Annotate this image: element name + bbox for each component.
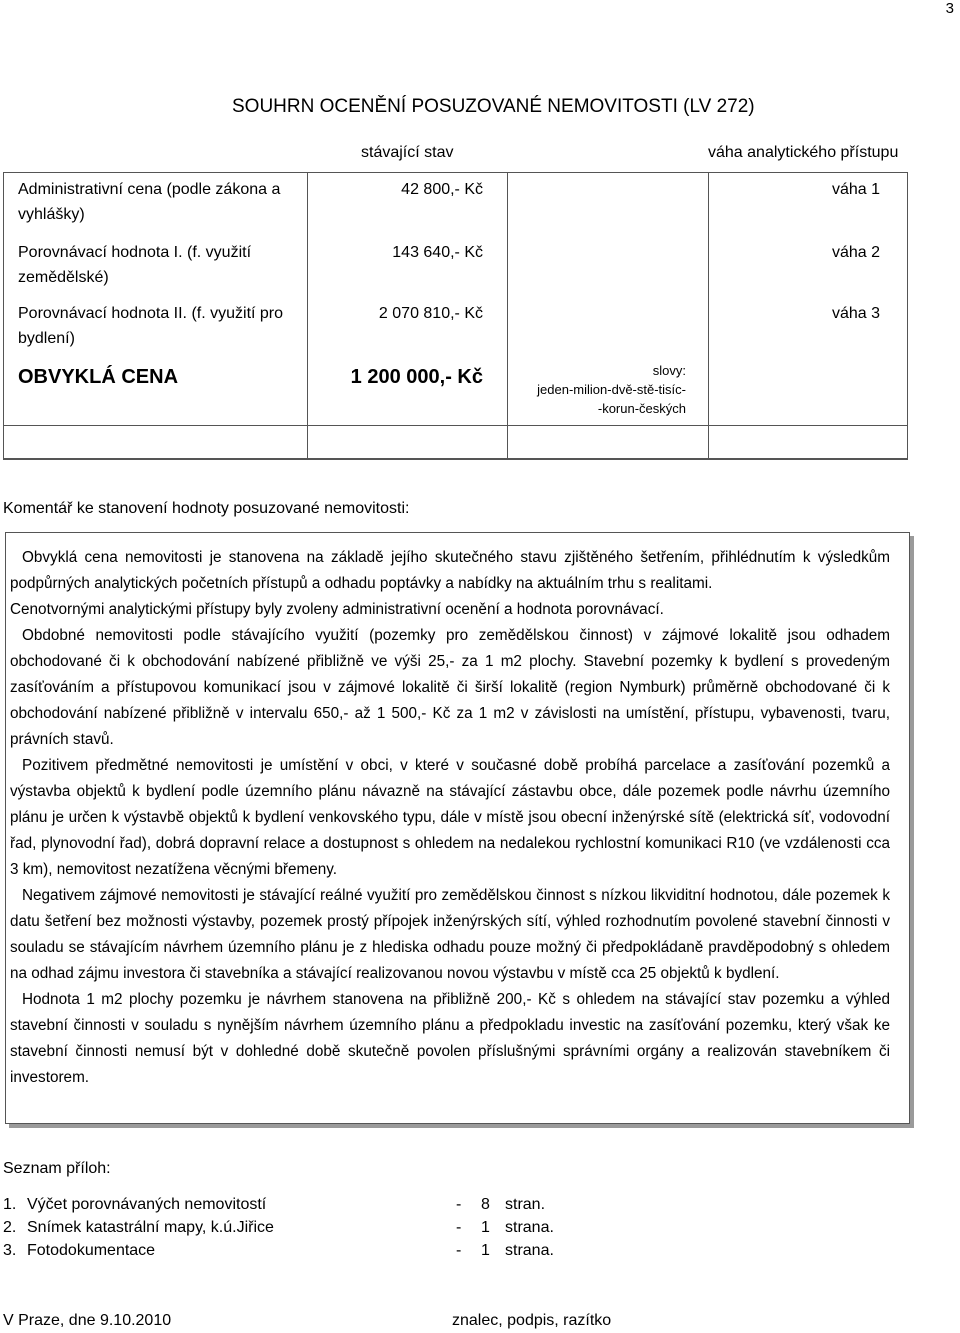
attachments-heading: Seznam příloh: — [3, 1160, 111, 1177]
list-item — [3, 1242, 603, 1264]
comment-heading: Komentář ke stanovení hodnoty posuzované nemovitosti: — [3, 500, 410, 517]
attachment-count: 8 — [481, 1196, 490, 1213]
footer-place-date: V Praze, dne 9.10.2010 — [3, 1312, 172, 1329]
table-row-label: Porovnávací hodnota I. (f. využití zemědělské) — [18, 244, 252, 286]
comment-paragraph: Cenotvornými analytickými přístupy byly zvoleny administrativní ocenění a hodnota porovnávací. — [10, 601, 664, 618]
comment-paragraph: Pozitivem předmětné nemovitosti je umístění v obci, v které v současné době probíhá parcelace a zasíťování pozemků a výstavba objektů k bydlení podle územního plánu návazně na stávající zástavbu obce, dále pozemek podle návrhu územního plánu je určen k výstavbě objektů k bydlení venkovského typu, dále v místě jsou obecní inženýrské sítě (elektrická síť, vodovodní řad, plynovodní řad), dobrá dopravní relace a dostupnost s ohledem na nedalekou rychlostní komunikaci R10 (ve vzdálenosti cca 3 km), nemovitost nezatížena věcnými břemeny. — [10, 757, 890, 878]
column-header-current-state: stávající stav — [361, 144, 454, 161]
attachment-dash: - — [456, 1242, 462, 1259]
attachment-unit: strana. — [505, 1219, 554, 1236]
table-row-value: 42 800,- Kč — [401, 181, 483, 198]
comment-paragraph: Obvyklá cena nemovitosti je stanovena na základě jejího skutečného stavu zjištěného šetřením, přihlédnutím k výsledkům podpůrných analytických početních přístupů a odhadu poptávky a nabídky na aktuálním trhu s realitami. — [10, 549, 890, 592]
attachment-dash: - — [456, 1196, 462, 1213]
attachment-name: Snímek katastrální mapy, k.ú.Jiřice — [27, 1219, 274, 1236]
attachment-name: Výčet porovnávaných nemovitostí — [27, 1196, 267, 1213]
attachment-number: 2. — [3, 1219, 17, 1236]
attachment-number: 3. — [3, 1242, 17, 1259]
attachment-name: Fotodokumentace — [27, 1242, 156, 1259]
attachment-unit: strana. — [505, 1242, 554, 1259]
list-item — [3, 1196, 603, 1218]
table-divider — [4, 458, 907, 459]
attachment-count: 1 — [481, 1242, 490, 1259]
table-row-label: Porovnávací hodnota II. (f. využití pro bydlení) — [18, 305, 284, 347]
attachment-dash: - — [456, 1219, 462, 1236]
page-number: 3 — [945, 0, 954, 17]
list-item — [3, 1219, 603, 1241]
table-row-weight: váha 2 — [831, 244, 880, 261]
comment-text — [10, 545, 890, 1091]
attachment-count: 1 — [481, 1219, 490, 1236]
table-row-weight: váha 1 — [831, 181, 880, 198]
attachment-unit: stran. — [505, 1196, 546, 1213]
market-price-value: 1 200 000,- Kč — [350, 366, 483, 388]
column-header-weight: váha analytického přístupu — [708, 144, 899, 161]
table-row-label: Administrativní cena (podle zákona a vyhlášky) — [18, 181, 281, 223]
document-title: SOUHRN OCENĚNÍ POSUZOVANÉ NEMOVITOSTI (LV 272) — [232, 96, 755, 117]
comment-paragraph: Negativem zájmové nemovitosti je stávající reálné využití pro zemědělskou činnost s nízkou likviditní hodnotou, dále pozemek k datu šetření bez možnosti výstavby, pozemek prostý přípojek inženýrských sítí, výhled rozhodnutím povolené stavební činnosti v souladu se stávajícím návrhem územního plánu je z hlediska odhadu pouze možný či předpokládaně pravděpodobný s ohledem na odhad zájmu investora či stavebníka a stávající realizovanou novou výstavbu v místě cca 25 objektů k bydlení. — [10, 887, 890, 982]
comment-paragraph: Hodnota 1 m2 plochy pozemku je návrhem stanovena na přibližně 200,- Kč s ohledem na stávající stav pozemku a výhled stavební činnosti v souladu s nynějším návrhem územního plánu a předpokladu investic na zasíťování pozemku, který však ke stavební činnosti nemusí být v dohledné době skutečně povolen příslušnými správními orgány a realizován stavebníkem či investorem. — [10, 991, 890, 1086]
table-row-weight: váha 3 — [831, 305, 880, 322]
price-in-words-line: jeden-milion-dvě-stě-tisíc- — [537, 382, 686, 397]
table-divider — [4, 425, 907, 426]
footer-signature: znalec, podpis, razítko — [452, 1312, 612, 1329]
price-in-words-label: slovy: — [652, 363, 686, 378]
price-in-words — [512, 361, 686, 418]
price-in-words-line: -korun-českých — [597, 401, 686, 416]
comment-paragraph: Obdobné nemovitosti podle stávajícího využití (pozemky pro zemědělskou činnost) v zájmové lokalitě jsou odhadem obchodované či k obchodování nabízené přibližně ve výši 25,- za 1 m2 plochy. Stavební pozemky k bydlení s provedeným zasíťováním a přístupovou komunikací jsou v zájmové lokalitě či širší lokalitě (region Nymburk) průměrně obchodované či k obchodování nabízené přibližně v intervalu 650,- až 1 500,- Kč za 1 m2 v závislosti na umístění, přístupu, vybavenosti, tvaru, právních stavů. — [10, 627, 890, 748]
attachment-number: 1. — [3, 1196, 17, 1213]
table-row-value: 2 070 810,- Kč — [378, 305, 483, 322]
market-price-label: OBVYKLÁ CENA — [18, 366, 179, 388]
table-divider — [708, 173, 709, 459]
table-row-value: 143 640,- Kč — [392, 244, 483, 261]
table-divider — [507, 173, 508, 459]
comment-box — [5, 532, 910, 1124]
